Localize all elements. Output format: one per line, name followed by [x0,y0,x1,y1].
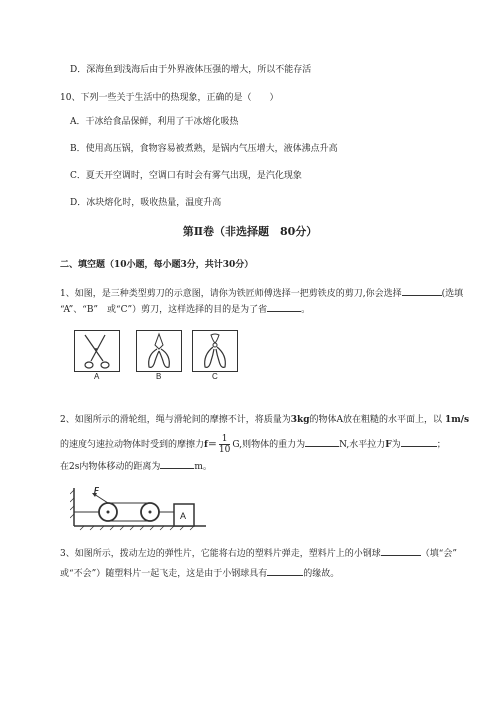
scissor-label-c: C [212,372,218,381]
q3-line2-pre: 或“不会”）随塑料片一起飞走，这是由于小钢球具有 [60,569,268,579]
q2-line3-mid: 内物体移动的距离为 [79,462,161,472]
q1-line1 [60,286,463,300]
q1-line2 [60,302,310,316]
q2-blank-2[interactable] [401,437,437,447]
q2-line3 [60,459,212,473]
q3-blank-2[interactable] [267,566,303,576]
q3-line2-post: 的缘故。 [303,569,340,579]
q2-line3-pre: 在 [60,462,70,472]
q2-line1-pre: 2、如图所示的滑轮组，绳与滑轮间的摩擦不计，将质量为 [60,415,291,425]
section-heading: 二、填空题（10小题，每小题3分，共计30分） [60,260,254,270]
q10-option-d: D．冰块熔化时，吸收热量，温度升高 [70,198,222,208]
q2-line3-unit: m。 [194,462,212,472]
q2-time: 2s [69,462,80,472]
q1-line1-text: 1、如图，是三种类型剪刀的示意图，请你为铁匠师傅选择一把剪铁皮的剪刀,你会选择 [60,289,402,299]
q2-blank-1[interactable] [305,437,339,447]
q2-line2-end: ； [436,440,446,450]
q3-line1 [60,546,457,560]
q2-frac-numerator: 1 [219,434,230,445]
q1-line2-text: “A”、“B” 或“C”）剪刀，这样选择的目的是为了省 [60,305,268,315]
q10-option-c: C．夏天开空调时，空调口有时会有雾气出现，是汽化现象 [70,171,302,181]
q3-line1-pre: 3、如图所示，拨动左边的弹性片，它能将右边的塑料片弹走，塑料片上的小钢球 [60,549,381,559]
q2-g: G [232,440,240,450]
q2-line2-mid3: 为 [391,440,401,450]
q2-unit-n: N [339,440,347,450]
q2-f-label: f＝ [204,440,217,450]
scissor-figure-c [192,330,238,372]
scissor-b-icon [137,331,181,371]
q10-option-b: B．使用高压锅，食物容易被煮熟，是锅内气压增大，液体沸点升高 [70,144,338,154]
q1-blank-1[interactable] [402,286,442,296]
force-rope [94,494,108,503]
q3-blank-1[interactable] [381,546,421,556]
q2-object: A [336,415,344,425]
q2-line1-mid: 的物体 [309,415,337,425]
q1-line1-after: (选填 [441,289,464,299]
q2-speed: 1m/s [444,415,470,425]
q2-line1-post: 放在粗糙的水平面上，以 [343,415,443,425]
force-label: F [94,486,99,495]
q10-option-a: A．干冰给食品保鲜，利用了干冰熔化吸热 [70,117,239,127]
q3-line1-post: （填“会” [420,549,457,559]
scissor-a-icon [75,331,119,371]
block-label: A [180,511,187,521]
pulley-figure [70,484,210,534]
scissor-figure-a [74,330,120,372]
scissor-figure-b [136,330,182,372]
q2-line2-mid2: ,水平拉力 [346,440,386,450]
q2-force-f: F [385,440,392,450]
q2-line2-pre: 的速度匀速拉动物体时受到的摩擦力 [60,440,205,450]
q2-line2 [60,434,446,456]
q1-line2-after: 。 [301,305,311,315]
q2-mass: 3kg [290,415,310,425]
q9-option-d: D．深海鱼到浅海后由于外界液体压强的增大，所以不能存活 [70,65,312,75]
section-title: 第Ⅱ卷（非选择题 80分） [182,225,318,238]
q2-line1 [60,414,469,426]
q1-blank-2[interactable] [267,302,301,312]
scissor-c-icon [193,331,237,371]
q2-blank-3[interactable] [160,459,194,469]
scissor-label-a: A [94,372,100,381]
q10-stem: 10、下列一些关于生活中的热现象，正确的是（ ） [60,93,279,103]
q3-line2 [60,566,339,580]
scissor-label-b: B [156,372,162,381]
q2-frac-denominator: 10 [218,445,231,455]
q2-line2-mid: ,则物体的重力为 [239,440,306,450]
q2-fraction [219,434,230,455]
